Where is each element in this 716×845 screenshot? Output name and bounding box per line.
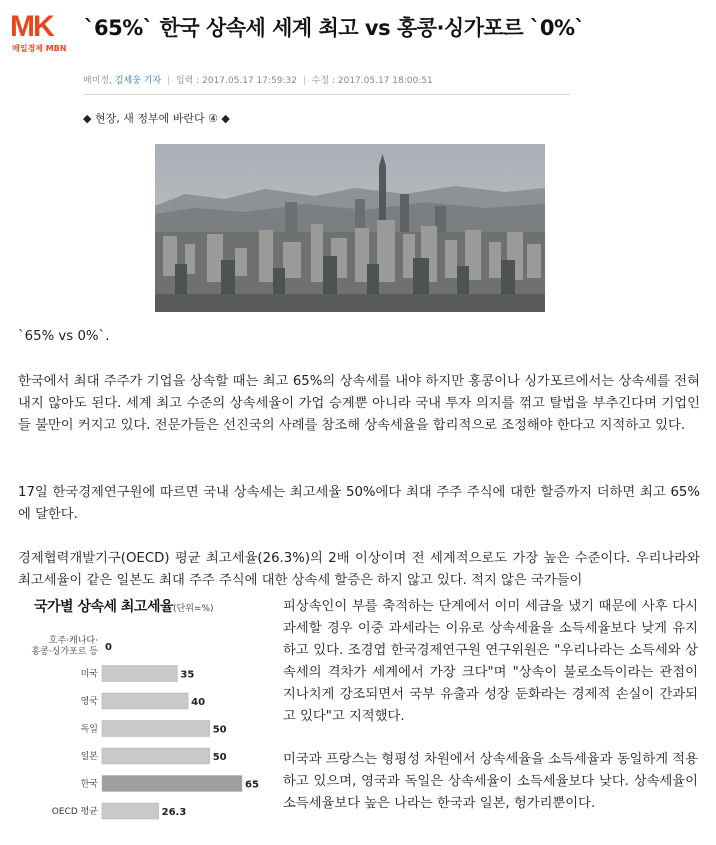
chart-bar bbox=[102, 803, 159, 819]
logo-subtext: 매일경제 MBN bbox=[12, 44, 67, 53]
seoul-skyline-photo bbox=[155, 144, 545, 312]
chart-plot bbox=[20, 614, 265, 818]
mk-logo[interactable] bbox=[10, 12, 74, 56]
byline-rule bbox=[83, 94, 570, 95]
chart-category-label: OECD 평균 bbox=[51, 807, 98, 817]
byline-divider: | bbox=[302, 76, 306, 86]
article-headline: `65%` 한국 상속세 세계 최고 vs 홍콩·싱가포르 `0%` bbox=[84, 16, 585, 40]
chart-value-label: 35 bbox=[180, 669, 195, 681]
byline bbox=[83, 73, 433, 86]
author-name: 배미정, bbox=[83, 76, 112, 86]
chart-value-label: 65 bbox=[245, 779, 259, 791]
chart-category-label: 한국 bbox=[80, 779, 98, 790]
chart-bar bbox=[102, 748, 210, 764]
article-paragraph: 미국과 프랑스는 형평성 차원에서 상속세율을 소득세율과 동일하게 적용하고 있으며, 영국과 독일은 상속세율이 소득세율보다 낮다. 상속세율이 소득세율보다 높은 나라는 한국과 일본, 헝가리뿐이다. bbox=[283, 752, 698, 811]
article-paragraph: 경제협력개발기구(OECD) 평균 최고세율(26.3%)의 2배 이상이며 전 세계적으로도 가장 높은 수준이다. 우리나라와 최고세율이 같은 일본도 최대 주주 주식에 대한 상속세 할증은 하지 않고 있다. 적지 않은 국가들이 bbox=[18, 551, 700, 588]
chart-unit: (단위=%) bbox=[173, 604, 214, 614]
chart-bar bbox=[102, 721, 210, 737]
article-header bbox=[0, 0, 716, 62]
chart-bar bbox=[102, 693, 188, 709]
article-paragraph: 17일 한국경제연구원에 따르면 국내 상속세는 최고세율 50%에다 최대 주주 주식에 대한 할증까지 더하면 최고 65%에 달한다. bbox=[18, 485, 700, 522]
article-paragraph: 피상속인이 부를 축적하는 단계에서 이미 세금을 냈기 때문에 사후 다시 과세할 경우 이중 과세라는 이유로 상속세율을 소득세율보다 낮게 유지하고 있다. 조경엽 한국경제연구원 연구위원은 "우리나라는 소득세와 상속세의 격차가 세계에서 가장 크다"며 "상속이 불로소득이라는 관점이 지나치게 강조되면서 국부 유출과 성장 둔화라는 경제적 손실이 간과되고 있다"고 지적했다. bbox=[283, 599, 698, 724]
article-paragraph: 한국에서 최대 주주가 기업을 상속할 때는 최고 65%의 상속세를 내야 하지만 홍콩이나 싱가포르에서는 상속세를 전혀 내지 않아도 된다. 세계 최고 수준의 상속세율이 가업 승계뿐 아니라 국내 투자 의지를 꺾고 탈법을 부추긴다며 기업인들 불만이 커지고 있다. 전문가들은 선진국의 사례를 참조해 상속세율을 합리적으로 조정해야 한다고 지적하고 있다. bbox=[18, 374, 700, 433]
chart-bar bbox=[102, 666, 177, 682]
chart-value-label: 0 bbox=[105, 642, 112, 653]
chart-value-label: 40 bbox=[191, 697, 206, 708]
series-tag: ◆ 현장, 새 정부에 바란다 ④ ◆ bbox=[83, 112, 230, 125]
chart-category-label: 홍콩·싱가포르 등 bbox=[31, 647, 98, 657]
modified-time: 수정 : 2017.05.17 18:00:51 bbox=[311, 76, 433, 86]
chart-title-block bbox=[34, 596, 214, 616]
chart-category-label: 호주·캐나다· bbox=[48, 636, 98, 646]
chart-category-label: 미국 bbox=[80, 669, 98, 680]
inheritance-tax-chart bbox=[20, 596, 265, 818]
chart-category-label: 일본 bbox=[80, 752, 98, 762]
article-paragraph: `65% vs 0%`. bbox=[18, 329, 110, 344]
published-time: 입력 : 2017.05.17 17:59:32 bbox=[175, 76, 297, 86]
chart-bar bbox=[102, 776, 242, 792]
byline-divider: | bbox=[167, 76, 171, 86]
chart-value-label: 26.3 bbox=[161, 807, 187, 818]
chart-title: 국가별 상속세 최고세율 bbox=[34, 599, 173, 615]
logo-mark: MK bbox=[10, 10, 53, 43]
chart-value-label: 50 bbox=[212, 724, 227, 736]
chart-category-label: 영국 bbox=[80, 697, 98, 707]
chart-value-label: 50 bbox=[212, 752, 227, 763]
chart-category-label: 독일 bbox=[80, 724, 98, 735]
reporter-link[interactable]: 김세웅 기자 bbox=[114, 76, 162, 86]
